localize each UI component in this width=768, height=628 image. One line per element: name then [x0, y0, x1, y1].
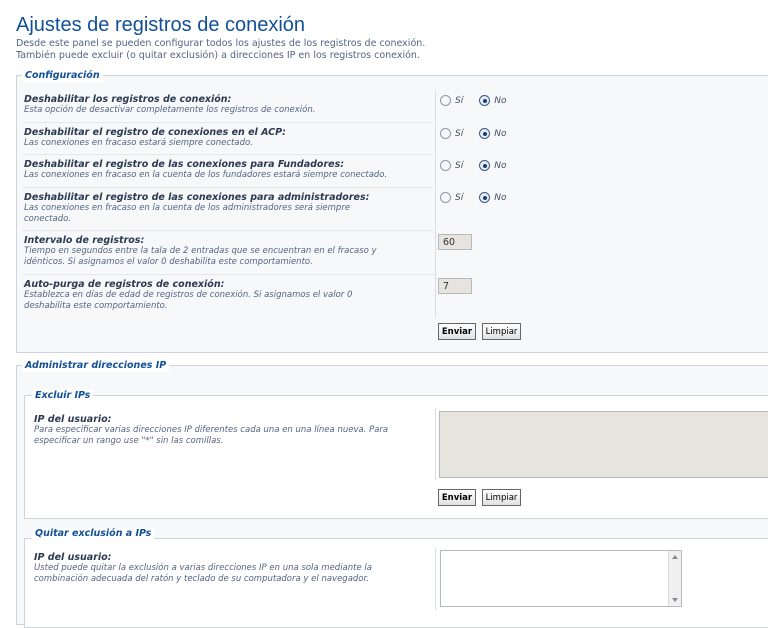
scrollbar[interactable]: [668, 551, 681, 606]
radio-no[interactable]: [479, 160, 490, 171]
row-explain-cont: deshabilita este comportamiento.: [24, 300, 168, 311]
row-disable-admins: [24, 192, 369, 224]
unexclude-ip-select[interactable]: [440, 550, 682, 607]
row-explain: Esta opción de desactivar completamente los registros de conexión.: [24, 105, 316, 115]
exclude-divider: [435, 408, 436, 480]
config-divider: [435, 90, 436, 318]
exclude-reset-button[interactable]: Limpiar: [482, 489, 521, 506]
row-explain-cont: especificar un rango use "*" sin las comillas.: [34, 435, 224, 446]
radio-no-label: No: [494, 128, 507, 139]
row-label: IP del usuario:: [34, 552, 112, 563]
row-disable-all: [24, 94, 315, 116]
row-interval: [24, 235, 377, 267]
reset-button[interactable]: Limpiar: [482, 323, 521, 340]
row-explain: Las conexiones en fracaso estará siempre conectado.: [24, 138, 253, 148]
radio-yes-label: Sí: [455, 160, 464, 171]
radio-yes[interactable]: [440, 160, 451, 171]
config-legend: Configuración: [22, 70, 103, 82]
unexclude-ip-legend: Quitar exclusión a IPs: [32, 528, 154, 540]
exclude-submit-button[interactable]: Enviar: [438, 489, 476, 506]
radio-group-disable-founders: [440, 160, 506, 171]
row-explain: Usted puede quitar la exclusión a varias direcciones IP en una sola mediante la: [34, 563, 372, 573]
row-separator: [22, 187, 434, 188]
row-explain-cont: combinación adecuada del ratón y teclado de su computadora y el navegador.: [34, 573, 369, 584]
row-label: Deshabilitar el registro de las conexiones para administradores:: [24, 192, 370, 203]
row-separator: [22, 122, 434, 123]
row-label: Deshabilitar el registro de conexiones en el ACP:: [24, 127, 286, 138]
radio-group-disable-admins: [440, 192, 506, 203]
row-separator: [22, 274, 434, 275]
scroll-down-icon[interactable]: [672, 598, 678, 602]
row-disable-acp: [24, 127, 286, 149]
unexclude-divider: [435, 548, 436, 610]
radio-yes-label: Sí: [455, 192, 464, 203]
radio-no[interactable]: [479, 128, 490, 139]
radio-yes[interactable]: [440, 192, 451, 203]
row-disable-founders: [24, 159, 387, 181]
row-explain: Las conexiones en fracaso en la cuenta de los administradores será siempre: [24, 203, 351, 213]
radio-group-disable-all: [440, 95, 506, 106]
exclude-ip-legend: Excluir IPs: [32, 390, 93, 402]
radio-yes[interactable]: [440, 128, 451, 139]
row-separator: [22, 230, 434, 231]
row-label: Deshabilitar los registros de conexión:: [24, 94, 232, 105]
manage-ip-legend: Administrar direcciones IP: [22, 360, 169, 372]
interval-input[interactable]: [438, 234, 472, 250]
row-explain: Tiempo en segundos entre la tala de 2 entradas que se encuentran en el fracaso y: [24, 246, 377, 256]
row-label: Intervalo de registros:: [24, 235, 145, 246]
row-label: IP del usuario:: [34, 414, 112, 425]
row-autoprune: [24, 279, 352, 311]
row-label: Deshabilitar el registro de las conexiones para Fundadores:: [24, 159, 345, 170]
scroll-up-icon[interactable]: [672, 555, 678, 559]
submit-button[interactable]: Enviar: [438, 323, 476, 340]
radio-no-label: No: [494, 160, 507, 171]
row-explain-cont: idénticos. Si asignamos el valor 0 deshabilita este comportamiento.: [24, 256, 313, 267]
row-explain-cont: conectado.: [24, 213, 72, 224]
radio-no[interactable]: [479, 192, 490, 203]
radio-no-label: No: [494, 192, 507, 203]
page-intro: [16, 38, 425, 62]
row-separator: [22, 154, 434, 155]
radio-group-disable-acp: [440, 128, 506, 139]
row-explain: Las conexiones en fracaso en la cuenta de los fundadores estará siempre conectado.: [24, 170, 388, 180]
radio-no[interactable]: [479, 95, 490, 106]
autoprune-input[interactable]: [438, 278, 472, 294]
row-explain: Establezca en días de edad de registros de conexión. Si asignamos el valor 0: [24, 290, 353, 300]
radio-yes[interactable]: [440, 95, 451, 106]
row-label: Auto-purga de registros de conexión:: [24, 279, 225, 290]
page-title: Ajustes de registros de conexión: [16, 14, 306, 36]
row-explain: Para especificar varias direcciones IP diferentes cada una en una línea nueva. Para: [34, 425, 389, 435]
radio-yes-label: Sí: [455, 95, 464, 106]
radio-no-label: No: [494, 95, 507, 106]
intro-line-1: Desde este panel se pueden configurar todos los ajustes de los registros de conexión.: [16, 38, 426, 49]
radio-yes-label: Sí: [455, 128, 464, 139]
row-unexclude-ip: [34, 552, 372, 584]
intro-line-2: También puede excluir (o quitar exclusión) a direcciones IP en los registros conexión.: [16, 50, 420, 61]
row-exclude-ip: [34, 414, 388, 446]
exclude-ip-textarea[interactable]: [439, 411, 768, 478]
